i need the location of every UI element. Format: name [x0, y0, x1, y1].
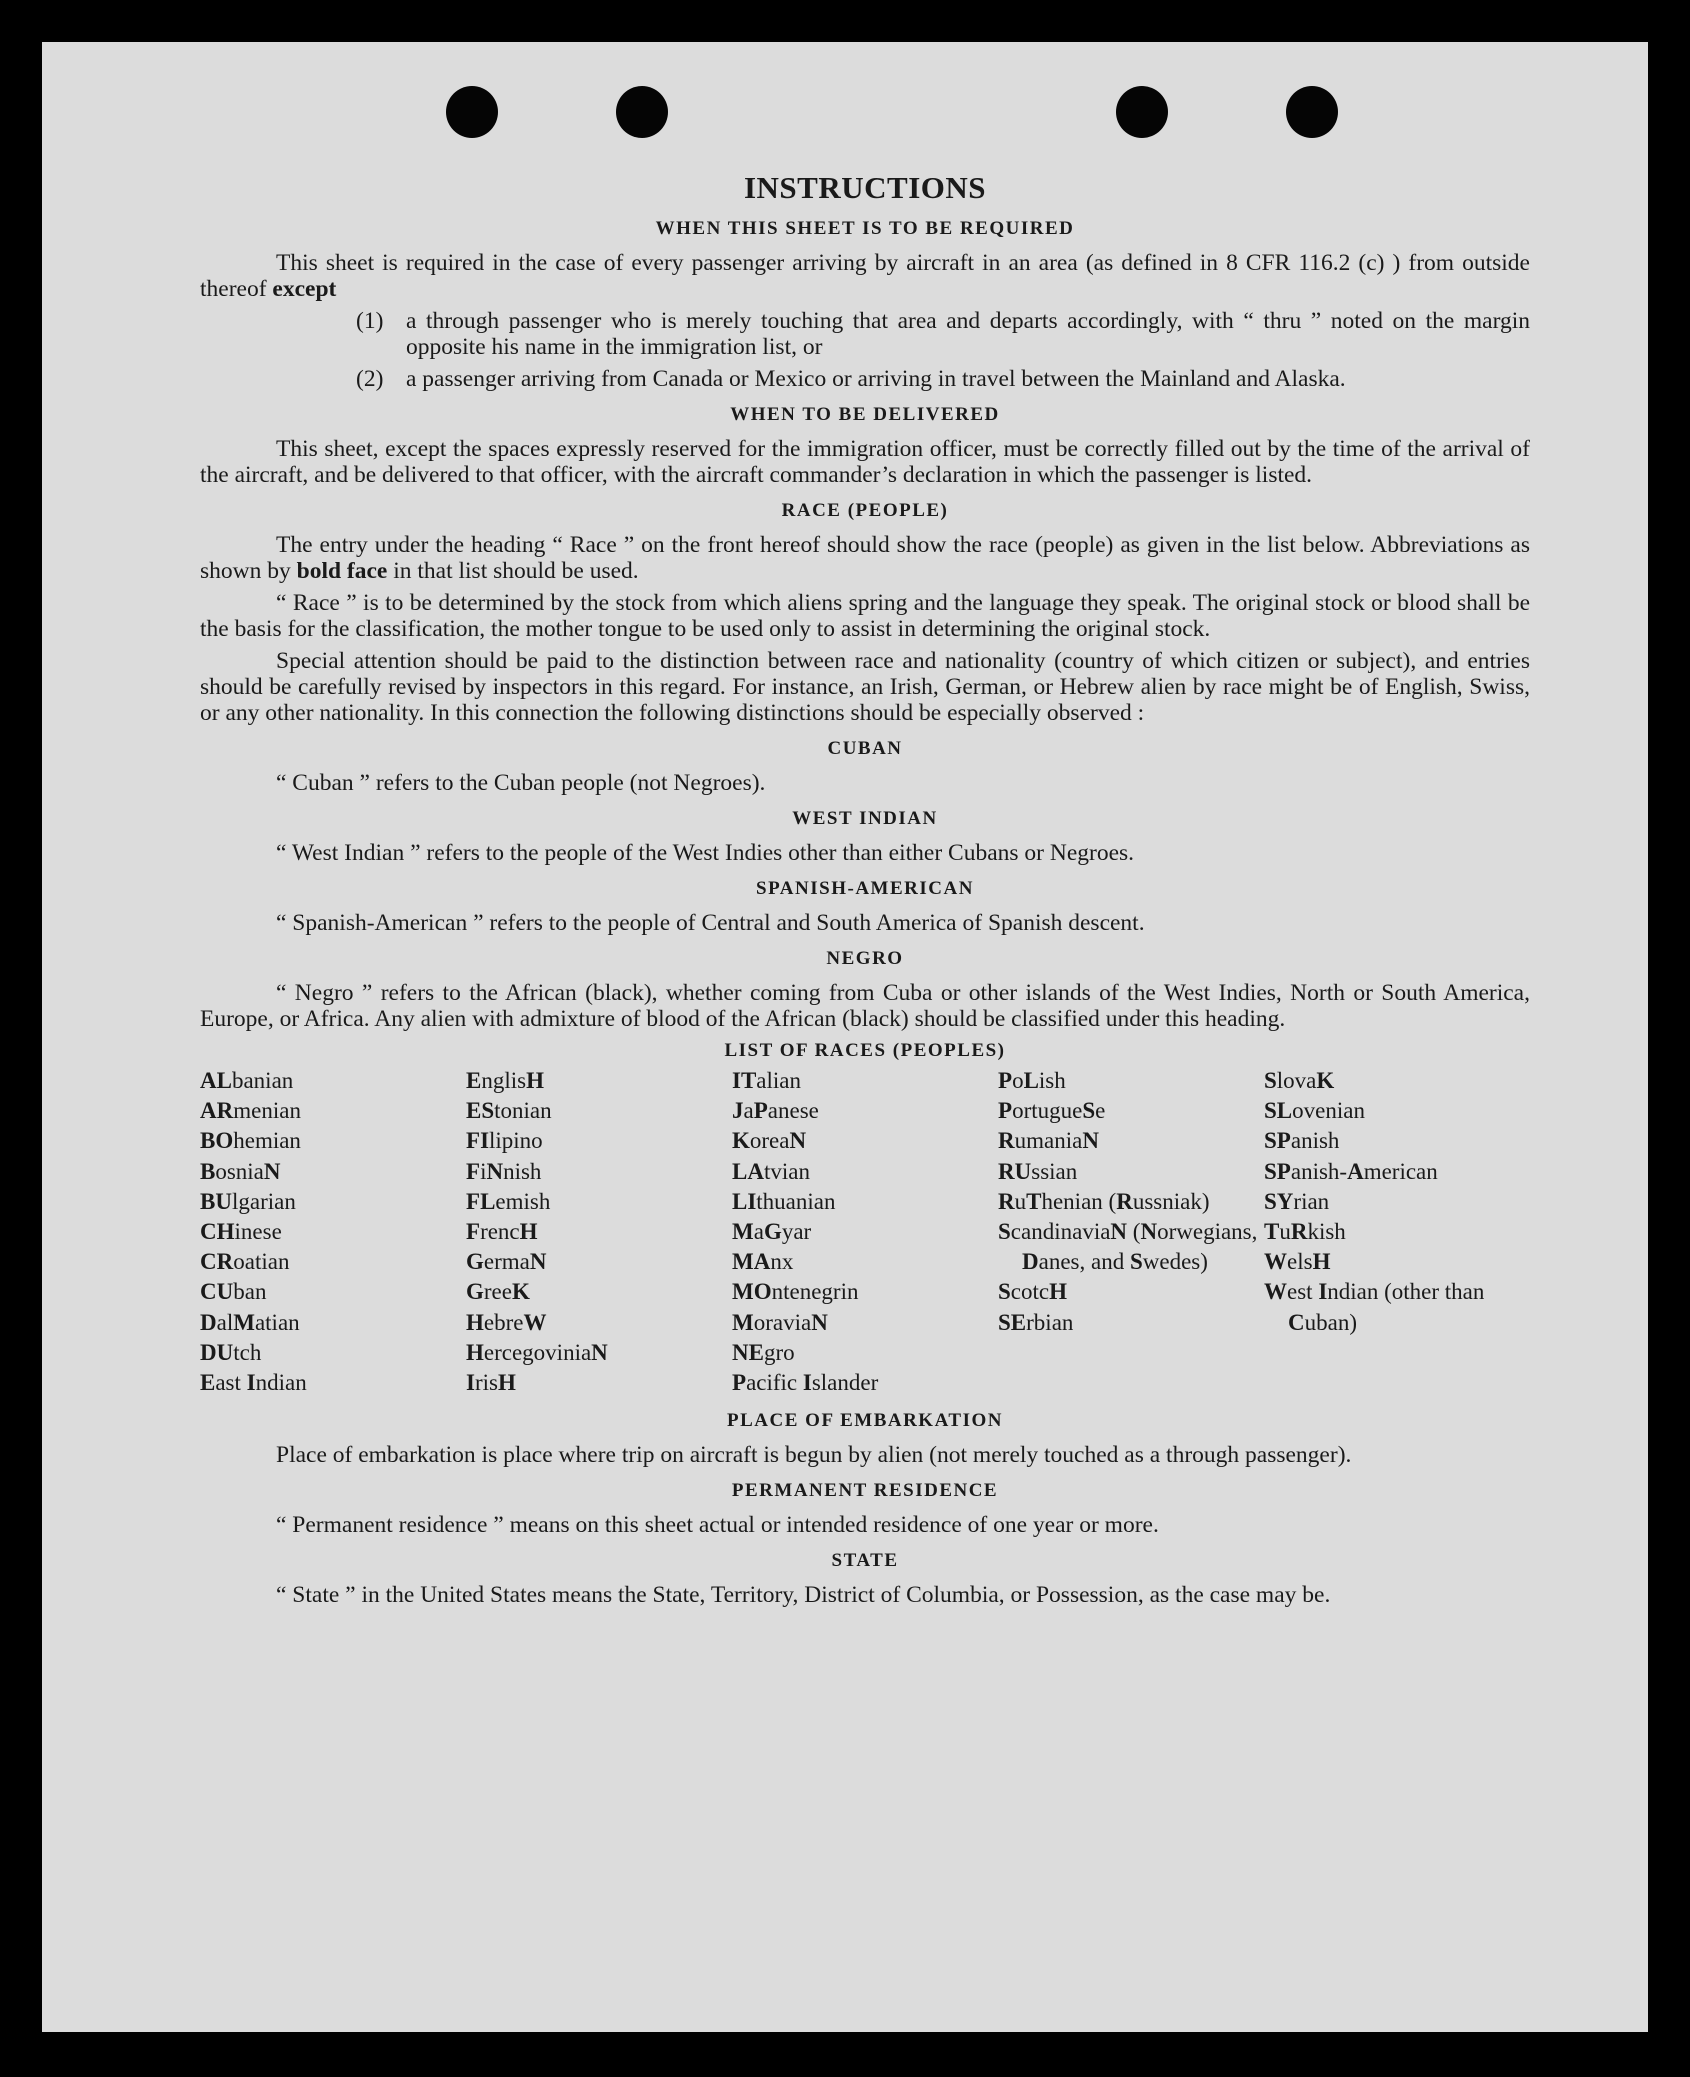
race-entry: SYrian: [1264, 1188, 1330, 1214]
instructions-content: [200, 170, 1530, 1614]
race-entry: West Indian (other than Cuban): [1264, 1279, 1485, 1335]
race-entry: DUtch: [200, 1339, 262, 1365]
race-entry: SErbian: [998, 1309, 1074, 1335]
section-heading-residence: PERMANENT RESIDENCE: [731, 1480, 999, 1502]
race-entry: ITalian: [732, 1068, 801, 1093]
race-entry: RUssian: [998, 1158, 1078, 1184]
race-entry: SPanish-American: [1264, 1158, 1438, 1184]
races-column: [466, 1066, 732, 1398]
race-entry: BOhemian: [200, 1128, 301, 1154]
race-entry: East Indian: [200, 1370, 307, 1396]
race-entry: CHinese: [200, 1219, 282, 1245]
exception-item-1: (1) a through passenger who is merely touching that area and departs accordingly, with “ thru ” noted on the margin opposite his name in the immigration list, or: [356, 308, 1530, 360]
section-heading-negro: NEGRO: [826, 948, 904, 969]
section-heading-embarkation: PLACE OF EMBARKATION: [727, 1410, 1003, 1432]
punch-hole: [1286, 86, 1338, 138]
race-entry: WelsH: [1264, 1249, 1331, 1275]
race-entry: ARmenian: [200, 1098, 301, 1124]
race-entry: HercegoviniaN: [466, 1339, 608, 1365]
race-entry: RuThenian (Russniak): [998, 1188, 1210, 1214]
section-heading-state: STATE: [831, 1550, 899, 1572]
race-entry: LAtvian: [732, 1158, 810, 1184]
race-entry: CUban: [200, 1279, 267, 1305]
race-entry: MOntenegrin: [732, 1279, 859, 1305]
races-column: [732, 1066, 998, 1398]
spanish-american-text: “ Spanish-American ” refers to the people of Central and South America of Spanish descent.: [276, 910, 1145, 936]
race-entry: SLovenian: [1264, 1098, 1365, 1124]
negro-text: “ Negro ” refers to the African (black), whether coming from Cuba or other islands of the West Indies, North or South America, Europe, or Africa. Any alien with admixture of blood of the African (black) should be classified under this heading.: [200, 980, 1530, 1032]
race-entry: MaGyar: [732, 1219, 812, 1245]
race-entry: SlovaK: [1264, 1068, 1335, 1093]
punch-hole: [1116, 86, 1168, 138]
race-entry: ALbanian: [200, 1068, 294, 1093]
race-entry: ScandinaviaN (Norwegians, Danes, and Swedes): [998, 1219, 1258, 1275]
section-heading-cuban: CUBAN: [827, 738, 903, 759]
race-entry: MoraviaN: [732, 1309, 828, 1335]
race-entry: ScotcH: [998, 1279, 1067, 1305]
race-entry: IrisH: [466, 1370, 516, 1396]
race-entry: Pacific Islander: [732, 1370, 879, 1396]
punch-hole: [446, 86, 498, 138]
race-entry: EnglisH: [466, 1068, 544, 1093]
punch-hole: [616, 86, 668, 138]
west-indian-text: “ West Indian ” refers to the people of the West Indies other than either Cubans or Negroes.: [276, 840, 1135, 866]
race-paragraph-1: The entry under the heading “ Race ” on the front hereof should show the race (people) as given in the list below. Abbreviations as shown by bold face in that list should be used.: [200, 532, 1530, 584]
race-entry: FIlipino: [466, 1128, 543, 1154]
race-entry: PortugueSe: [998, 1098, 1106, 1124]
document-page: [42, 42, 1648, 2032]
race-entry: BosniaN: [200, 1158, 281, 1184]
section-heading-spanish-american: SPANISH-AMERICAN: [756, 878, 974, 899]
race-entry: RumaniaN: [998, 1128, 1099, 1154]
race-entry: MAnx: [732, 1249, 794, 1275]
section-heading-west-indian: WEST INDIAN: [792, 808, 938, 829]
race-paragraph-2: “ Race ” is to be determined by the stock from which aliens spring and the language they speak. The original stock or blood shall be the basis for the classification, the mother tongue to be used only to assist in determining the original stock.: [200, 590, 1530, 642]
race-entry: SPanish: [1264, 1128, 1340, 1154]
section-heading-list-of-races: LIST OF RACES (PEOPLES): [724, 1040, 1006, 1061]
race-paragraph-3: Special attention should be paid to the distinction between race and nationality (country of which citizen or subject), and entries should be carefully revised by inspectors in this regard. For instance, an Irish, German, or Hebrew alien by race might be of English, Swiss, or any other nationality. In this connection the following distinctions should be especially observed :: [200, 648, 1530, 726]
embarkation-text: Place of embarkation is place where trip on aircraft is begun by alien (not merely touched as a through passenger).: [276, 1442, 1352, 1469]
race-entry: BUlgarian: [200, 1188, 296, 1214]
state-text: “ State ” in the United States means the State, Territory, District of Columbia, or Possession, as the case may be.: [276, 1582, 1331, 1609]
race-entry: HebreW: [466, 1309, 547, 1335]
race-entry: FiNnish: [466, 1158, 542, 1184]
page-title: INSTRUCTIONS: [743, 170, 986, 205]
races-column: [200, 1066, 466, 1398]
cuban-text: “ Cuban ” refers to the Cuban people (not Negroes).: [276, 770, 766, 796]
race-entry: GermaN: [466, 1249, 547, 1275]
section-heading-when-required: WHEN THIS SHEET IS TO BE REQUIRED: [655, 218, 1075, 239]
race-entry: PoLish: [998, 1068, 1066, 1093]
race-entry: LIthuanian: [732, 1188, 836, 1214]
when-delivered-text: This sheet, except the spaces expressly reserved for the immigration officer, must be correctly filled out by the time of the arrival of the aircraft, and be delivered to that officer, with the aircraft commander’s declaration in which the passenger is listed.: [200, 436, 1530, 488]
race-entry: NEgro: [732, 1339, 795, 1365]
when-required-intro: This sheet is required in the case of every passenger arriving by aircraft in an area (as defined in 8 CFR 116.2 (c) ) from outside thereof except: [200, 250, 1530, 302]
race-entry: KoreaN: [732, 1128, 807, 1154]
race-entry: FrencH: [466, 1219, 538, 1245]
race-entry: EStonian: [466, 1098, 552, 1124]
section-heading-race: RACE (PEOPLE): [781, 500, 949, 521]
race-entry: FLemish: [466, 1188, 551, 1214]
section-heading-when-delivered: WHEN TO BE DELIVERED: [730, 404, 1000, 425]
races-column: [998, 1066, 1264, 1398]
residence-text: “ Permanent residence ” means on this sheet actual or intended residence of one year or more.: [276, 1512, 1159, 1539]
race-entry: GreeK: [466, 1279, 530, 1305]
races-column: [1264, 1066, 1530, 1398]
race-entry: DalMatian: [200, 1309, 300, 1335]
races-table: [200, 1066, 1530, 1398]
race-entry: CRoatian: [200, 1249, 290, 1275]
race-entry: JaPanese: [732, 1098, 819, 1124]
race-entry: TuRkish: [1264, 1219, 1346, 1245]
exception-item-2: (2) a passenger arriving from Canada or Mexico or arriving in travel between the Mainland and Alaska.: [356, 366, 1346, 392]
